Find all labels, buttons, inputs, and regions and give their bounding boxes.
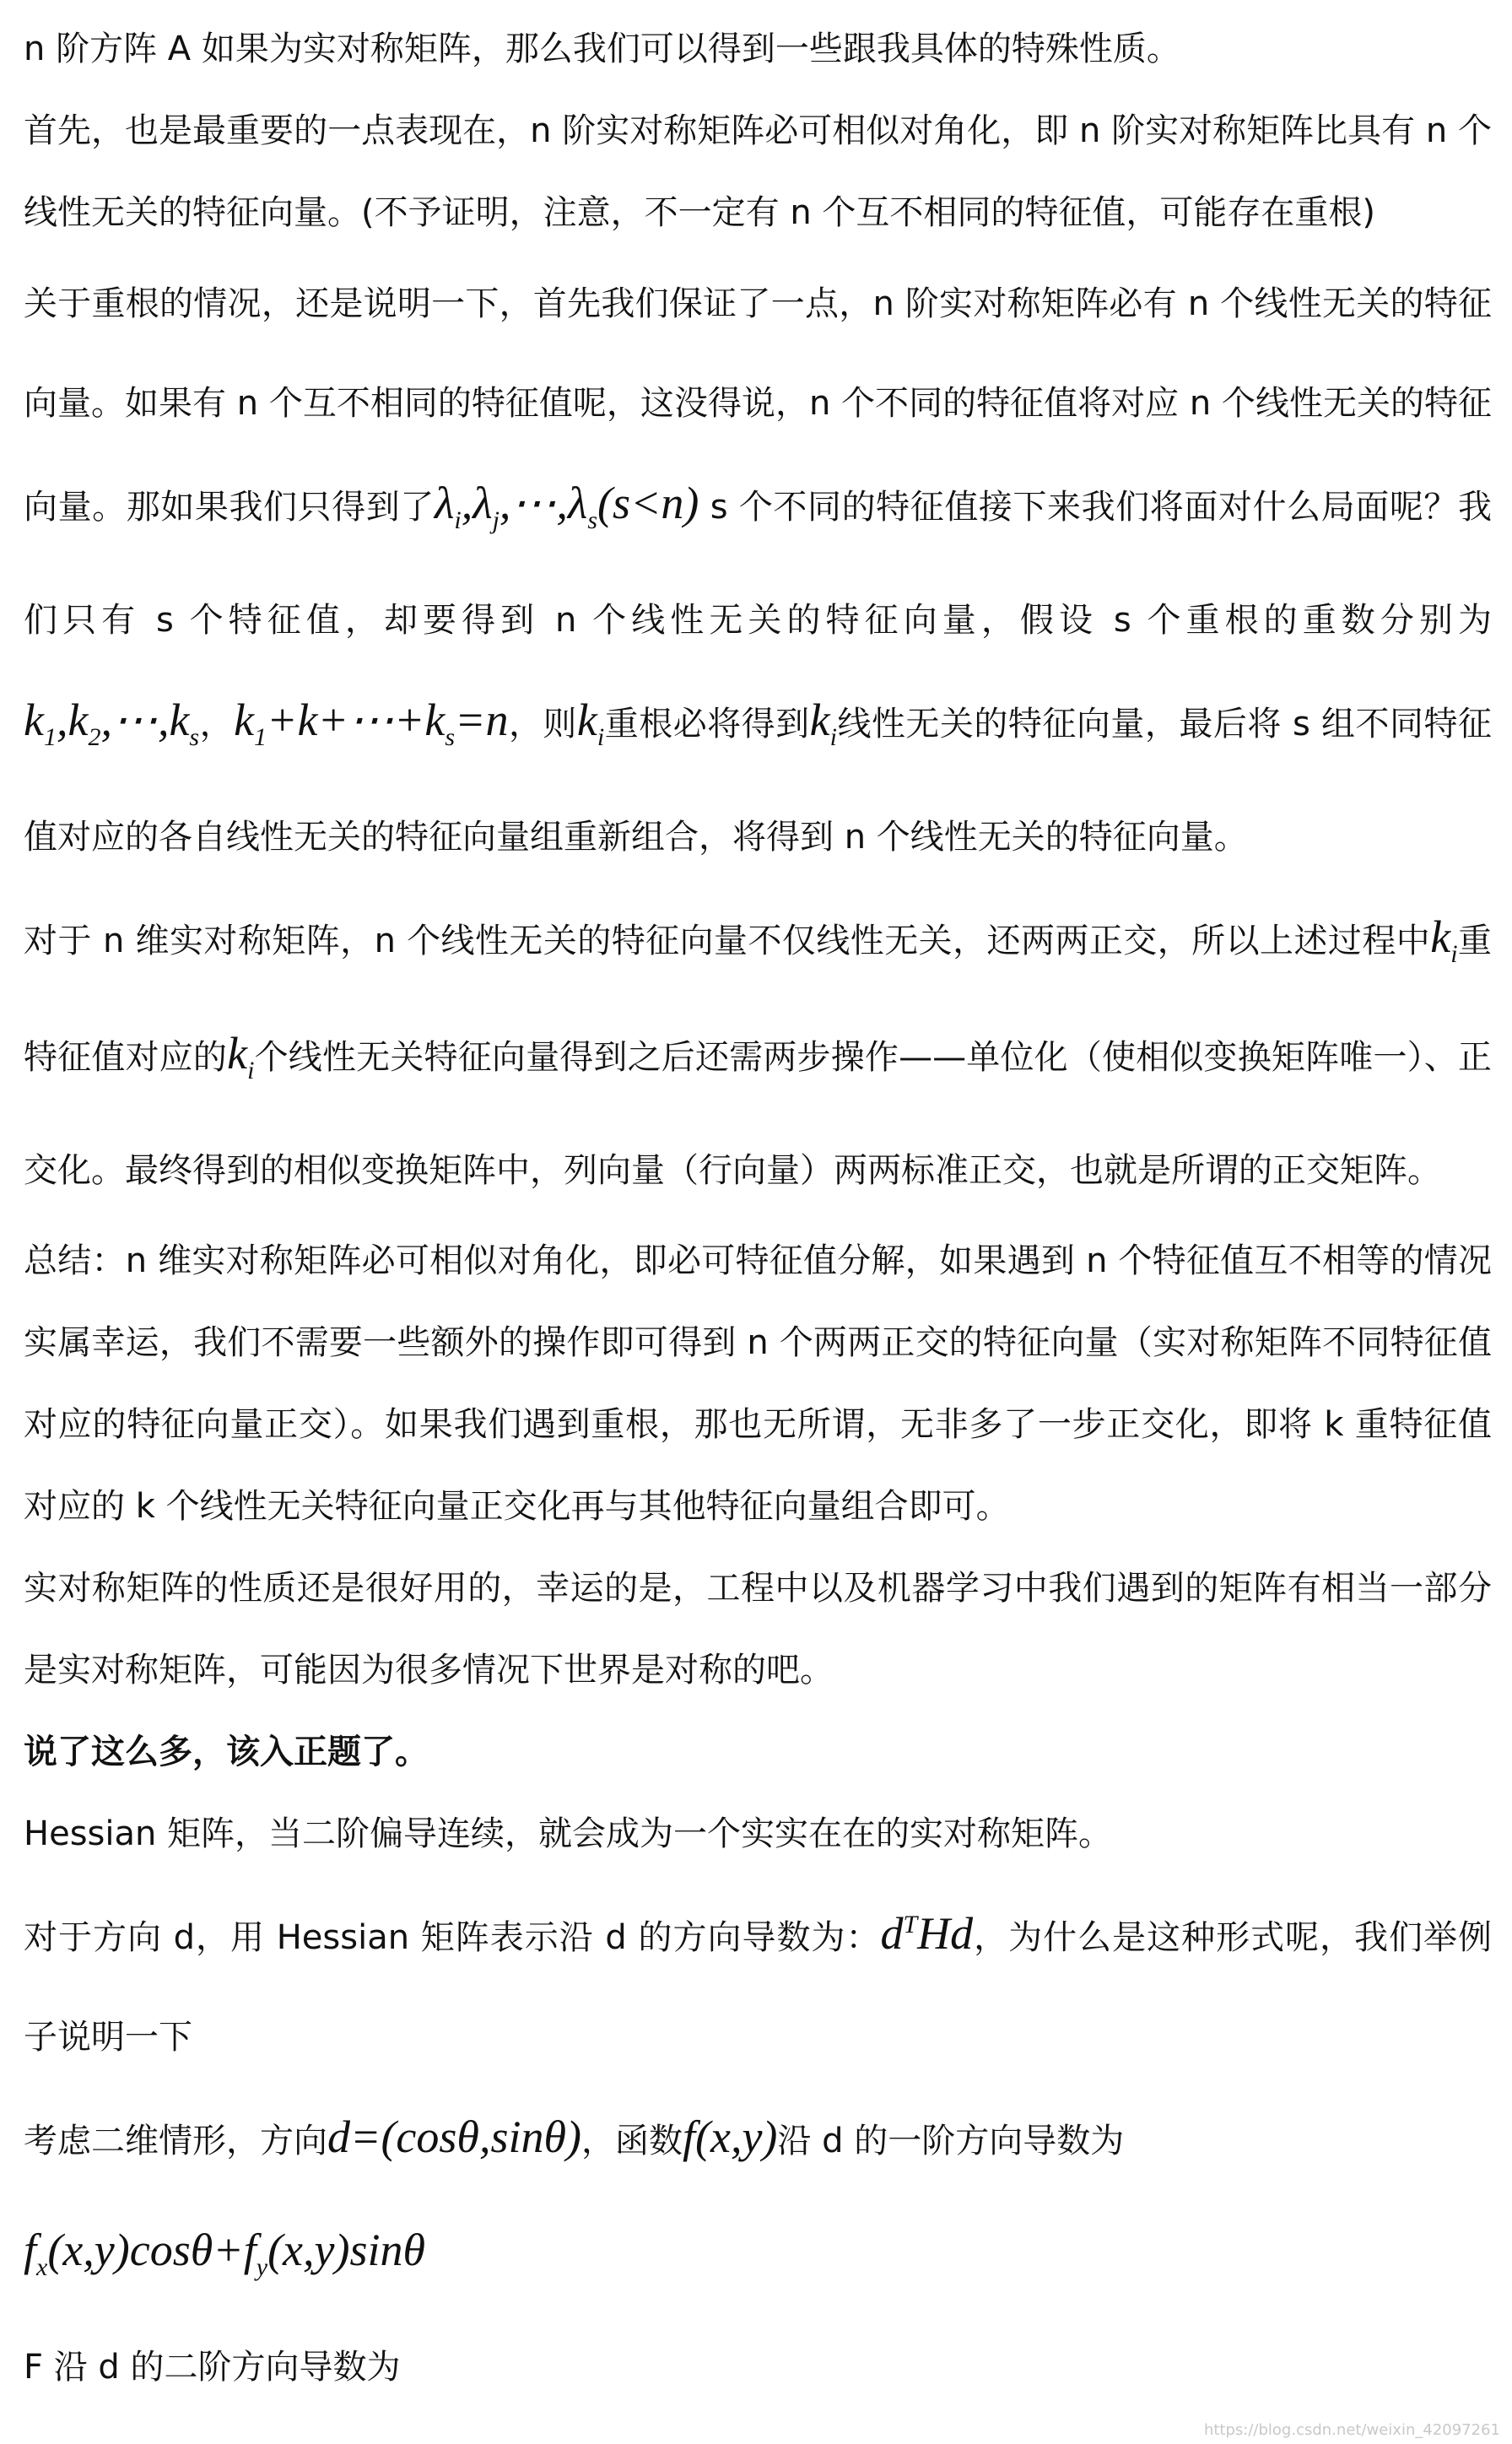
text-segment: 重根必将得到 [604,704,810,743]
paragraph-summary: 总结：n 维实对称矩阵必可相似对角化，即必可特征值分解，如果遇到 n 个特征值互不相等的情况实属幸运，我们不需要一些额外的操作即可得到 n 个两两正交的特征向量（实对称矩阵不同特征值对应的特征向量正交）。如果我们遇到重根，那也无所谓，无非多了一步正交化，即将 k 重特征值对应的 k 个线性无关特征向量正交化再与其他特征向量组合即可。 [24,1241,1492,1527]
paragraph-transition: 说了这么多，该入正题了。 [24,1733,429,1772]
math-sum-multiplicities: $k_1+k+\cdots+k_s=n$ [234,694,509,751]
text-segment: 考虑二维情形，方向 [24,2122,327,2161]
math-first-directional-derivative: $f_x(x,y)\cos\theta+f_y(x,y)\sin\theta$ [24,2225,426,2281]
math-dthd: $d^THd$ [880,1908,974,1960]
text-segment: 对于方向 d，用 Hessian 矩阵表示沿 d 的方向导数为： [24,1918,881,1958]
watermark: https://blog.csdn.net/weixin_42097261 [1203,2421,1500,2439]
paragraph-intro: n 阶方阵 A 如果为实对称矩阵，那么我们可以得到一些跟我具体的特殊性质。 [24,30,1180,68]
math-eigenvalues: $\lambda_i,\lambda_j,\cdots,\lambda_s(s<n)$ [434,478,699,534]
text-segment: 沿 d 的一阶方向导数为 [777,2122,1125,2161]
math-multiplicities: $k_1,k_2,\cdots,k_s$ [24,694,200,751]
math-ki: $k_i$ [809,694,837,751]
paragraph-diagonalization: 首先，也是最重要的一点表现在，n 阶实对称矩阵必可相似对角化，即 n 阶实对称矩阵比具有 n 个线性无关的特征向量。(不予证明，注意，不一定有 n 个互不相同的特征值，可能存在重根) [24,111,1492,232]
text-segment: ，为什么是这种形式呢，我们举例子说明一下 [24,1918,1493,2057]
math-ki: $k_i$ [1430,911,1458,968]
paragraph-hessian: Hessian 矩阵，当二阶偏导连续，就会成为一个实实在在的实对称矩阵。 [24,1814,1113,1854]
text-segment: ，则 [508,704,577,743]
paragraph-second-derivative: F 沿 d 的二阶方向导数为 [24,2347,401,2387]
text-segment: 个线性无关特征向量得到之后还需两步操作——单位化（使相似变换矩阵唯一）、正交化。最终得到的相似变换矩阵中，列向量（行向量）两两标准正交，也就是所谓的正交矩阵。 [24,1038,1493,1191]
paragraph-direction-derivative [24,1875,1492,2087]
text-segment: 线性无关的特征向量，最后将 s 组不同特征值对应的各自线性无关的特征向量组重新组合，将得到 n 个线性无关的特征向量。 [24,704,1493,857]
formula-first-derivative [24,2191,1492,2327]
math-function-f: f(x,y) [682,2111,778,2163]
math-ki: $k_i$ [227,1028,255,1085]
math-ki: $k_i$ [576,694,605,751]
math-direction-d: d=(cosθ,sinθ) [327,2111,581,2163]
text-segment: 重特征值对应的 [24,921,1493,1078]
text-segment: 对于 n 维实对称矩阵，n 个线性无关的特征向量不仅线性无关，还两两正交，所以上述过程中 [24,921,1431,960]
paragraph-2d-case [24,2087,1492,2191]
text-segment: s 个不同的特征值接下来我们将面对什么局面呢？我们只有 s 个特征值，却要得到 n 个线性无关的特征向量，假设 s 个重根的重数分别为 [24,488,1492,640]
paragraph-repeated-roots [24,254,1492,887]
paragraph-orthogonal [24,887,1492,1221]
text-segment: 关于重根的情况，还是说明一下，首先我们保证了一点，n 阶实对称矩阵必有 n 个线性无关的特征向量。如果有 n 个互不相同的特征值呢，这没得说，n 个不同的特征值将对应 n 个线性无关的特征向量。那如果我们只得到了 [24,284,1492,527]
text-segment: ，函数 [580,2122,683,2161]
text-segment: ， [199,704,235,743]
paragraph-usefulness: 实对称矩阵的性质还是很好用的，幸运的是，工程中以及机器学习中我们遇到的矩阵有相当一部分是实对称矩阵，可能因为很多情况下世界是对称的吧。 [24,1569,1492,1690]
